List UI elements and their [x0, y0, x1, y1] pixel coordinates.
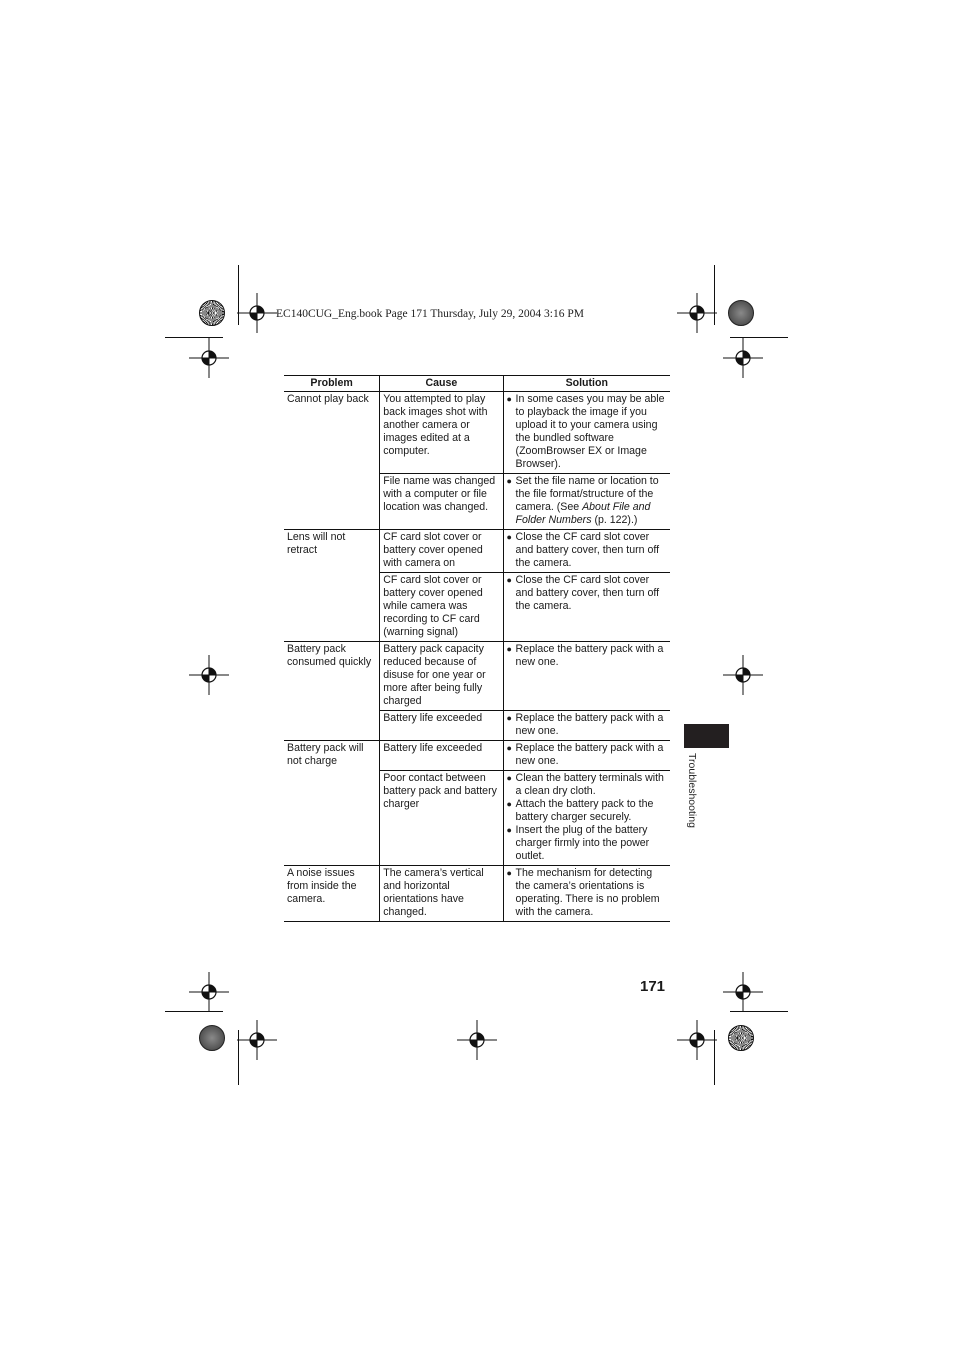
solution-item: ● Clean the battery terminals with a clean dry cloth.: [506, 772, 664, 797]
cause-cell: File name was changed with a computer or file location was changed.: [380, 474, 503, 530]
registration-target-icon: [237, 293, 277, 333]
bullet-icon: ●: [506, 799, 512, 809]
problem-cell: Battery pack will not charge: [284, 741, 380, 866]
solution-item: ● Replace the battery pack with a new one.: [506, 643, 664, 668]
solution-item: ● Replace the battery pack with a new one.: [506, 712, 664, 737]
registration-target-icon: [189, 338, 229, 378]
solution-item: ● The mechanism for detecting the camera’s orientations is operating. There is no problem with the camera.: [506, 867, 660, 918]
problem-cell: A noise issues from inside the camera.: [284, 866, 380, 922]
solution-item: ● In some cases you may be able to playback the image if you upload it to your camera using the bundled software (ZoomBrowser EX or Image Browser).: [506, 393, 665, 470]
bullet-icon: ●: [506, 743, 512, 753]
registration-target-icon: [723, 338, 763, 378]
bullet-icon: ●: [506, 575, 512, 585]
print-header-line: EC140CUG_Eng.book Page 171 Thursday, July 29, 2004 3:16 PM: [276, 308, 584, 320]
table-row: [284, 866, 670, 922]
cause-cell: Battery life exceeded: [380, 741, 503, 771]
bullet-icon: ●: [506, 476, 512, 486]
table-header-row: [284, 376, 670, 392]
solution-cell: [503, 573, 670, 642]
sunburst-star-target-icon: [728, 1025, 754, 1051]
cause-cell: Battery life exceeded: [380, 711, 503, 741]
table-row: [284, 530, 670, 573]
table-row: [284, 642, 670, 711]
problem-cell: Battery pack consumed quickly: [284, 642, 380, 741]
bullet-icon: ●: [506, 825, 512, 835]
registration-target-icon: [189, 972, 229, 1012]
cause-cell: The camera’s vertical and horizontal orientations have changed.: [380, 866, 503, 922]
registration-target-icon: [677, 1020, 717, 1060]
cause-cell: Poor contact between battery pack and battery charger: [380, 771, 503, 866]
bullet-icon: ●: [506, 394, 512, 404]
registration-target-icon: [189, 655, 229, 695]
page-number: 171: [640, 978, 666, 995]
sunburst-star-target-icon: [199, 300, 225, 326]
bullet-icon: ●: [506, 773, 512, 783]
section-tab-marker: [684, 724, 729, 748]
bullet-icon: ●: [506, 644, 512, 654]
problem-cell: Cannot play back: [284, 392, 380, 530]
troubleshooting-table: [284, 375, 670, 922]
solution-cell: [503, 866, 670, 922]
column-header-solution: Solution: [503, 376, 670, 392]
gray-density-patch-icon: [728, 300, 754, 326]
section-tab-label: Troubleshooting: [686, 753, 698, 828]
bullet-icon: ●: [506, 868, 512, 878]
column-header-problem: Problem: [284, 376, 380, 392]
solution-cell: [503, 474, 670, 530]
cause-cell: Battery pack capacity reduced because of disuse for one year or more after being fully charged: [380, 642, 503, 711]
registration-target-icon: [723, 972, 763, 1012]
solution-item: ● Replace the battery pack with a new one.: [506, 742, 664, 767]
solution-cell: [503, 711, 670, 741]
bullet-icon: ●: [506, 532, 512, 542]
solution-item: ● Insert the plug of the battery charger firmly into the power outlet.: [506, 824, 650, 862]
solution-cell: [503, 741, 670, 771]
table-row: [284, 741, 670, 771]
solution-cell: [503, 771, 670, 866]
solution-item: ● Close the CF card slot cover and battery cover, then turn off the camera.: [506, 531, 660, 569]
cause-cell: CF card slot cover or battery cover opened with camera on: [380, 530, 503, 573]
registration-target-icon: [237, 1020, 277, 1060]
problem-cell: Lens will not retract: [284, 530, 380, 642]
registration-target-icon: [723, 655, 763, 695]
solution-item: ● Close the CF card slot cover and battery cover, then turn off the camera.: [506, 574, 660, 612]
cause-cell: CF card slot cover or battery cover opened while camera was recording to CF card (warning signal): [380, 573, 503, 642]
solution-item: ● Attach the battery pack to the battery charger securely.: [506, 798, 654, 823]
gray-density-patch-icon: [199, 1025, 225, 1051]
solution-cell: [503, 392, 670, 474]
column-header-cause: Cause: [380, 376, 503, 392]
cause-cell: You attempted to play back images shot with another camera or images edited at a computer.: [380, 392, 503, 474]
bullet-icon: ●: [506, 713, 512, 723]
solution-item: ● Set the file name or location to the file format/structure of the camera. (See About File and Folder Numbers (p. 122).): [506, 475, 659, 526]
table-row: [284, 392, 670, 474]
solution-cell: [503, 642, 670, 711]
cross-reference-title: About File and Folder Numbers: [515, 501, 651, 526]
registration-target-icon: [677, 293, 717, 333]
solution-cell: [503, 530, 670, 573]
registration-target-icon: [457, 1020, 497, 1060]
